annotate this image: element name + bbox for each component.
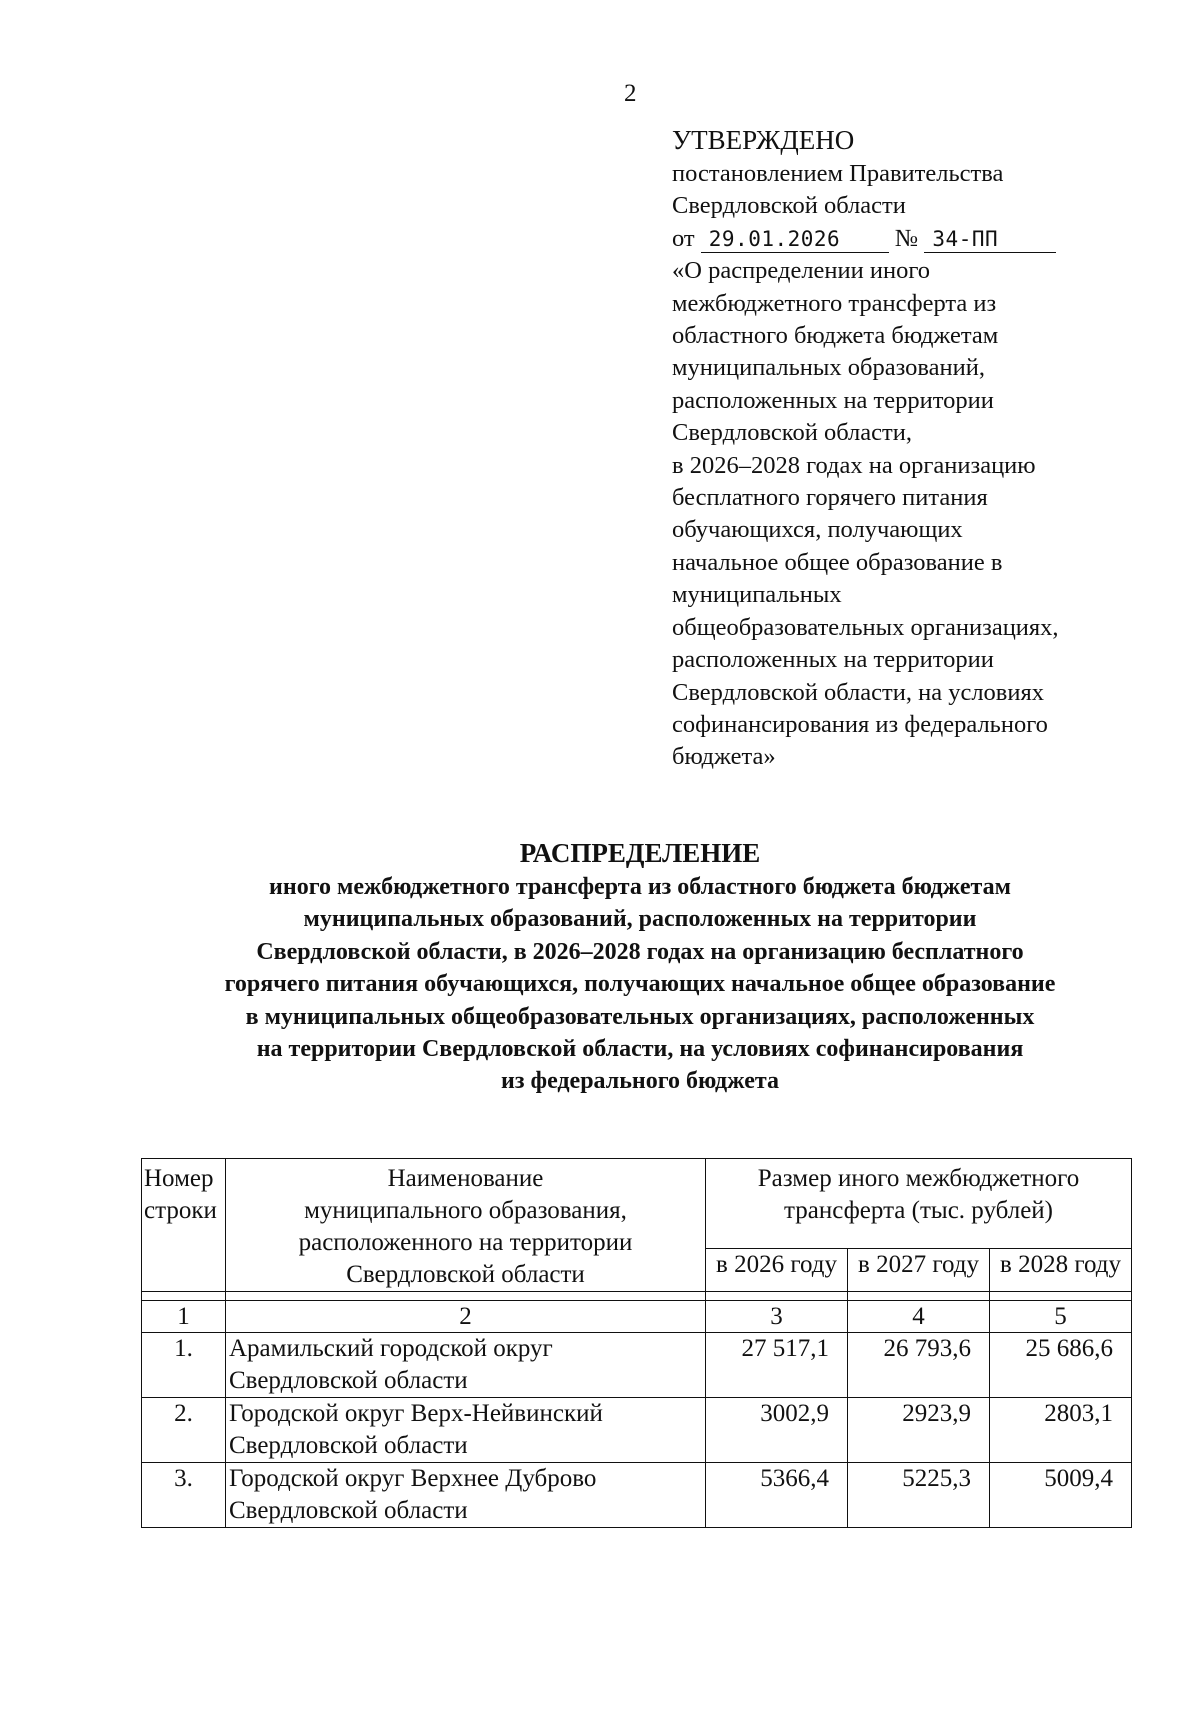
quote-line: муниципальных xyxy=(672,581,842,609)
title-line: на территории Свердловской области, на условиях софинансирования xyxy=(256,1036,1024,1063)
quote-line: бюджета» xyxy=(672,743,776,771)
from-label: от xyxy=(672,224,695,252)
header-transfer-size: Размер иного межбюджетного трансферта (тыс. рублей) xyxy=(706,1159,1132,1249)
document-title xyxy=(140,835,1140,1098)
quote-line: общеобразовательных организациях, xyxy=(672,613,1059,641)
quote-line: областного бюджета бюджетам xyxy=(672,322,999,350)
value-2028: 25 686,6 xyxy=(990,1333,1132,1398)
page-number: 2 xyxy=(624,80,637,107)
column-number: 4 xyxy=(848,1301,990,1333)
quote-line: Свердловской области, на условиях xyxy=(672,678,1045,706)
table-row xyxy=(142,1463,1132,1528)
header-year-2028: в 2028 году xyxy=(990,1248,1132,1291)
approval-line-1: постановлением Правительства xyxy=(672,160,1004,187)
quote-line: софинансирования из федерального xyxy=(672,710,1048,738)
approval-line-2: Свердловской области xyxy=(672,192,906,220)
column-number: 5 xyxy=(990,1301,1132,1333)
decree-date: 29.01.2026 xyxy=(701,226,889,253)
title-line: иного межбюджетного трансферта из областного бюджета бюджетам xyxy=(269,874,1011,900)
value-2028: 5009,4 xyxy=(990,1463,1132,1528)
title-line: в муниципальных общеобразовательных организациях, расположенных xyxy=(245,1003,1035,1030)
quote-line: обучающихся, получающих xyxy=(672,516,963,544)
municipality-name: Арамильский городской округ Свердловской области xyxy=(226,1333,706,1398)
quote-line: расположенных на территории xyxy=(672,646,994,674)
value-2027: 2923,9 xyxy=(848,1398,990,1463)
quote-line: в 2026–2028 годах на организацию xyxy=(672,451,1036,479)
value-2026: 5366,4 xyxy=(706,1463,848,1528)
quote-line: расположенных на территории xyxy=(672,386,994,414)
approval-date-number xyxy=(672,223,1142,255)
row-number: 1. xyxy=(142,1333,226,1398)
quote-line: «О распределении иного xyxy=(672,257,931,285)
value-2027: 26 793,6 xyxy=(848,1333,990,1398)
value-2026: 3002,9 xyxy=(706,1398,848,1463)
quote-line: бесплатного горячего питания xyxy=(672,484,988,512)
column-number: 1 xyxy=(142,1301,226,1333)
header-row-number: Номер строки xyxy=(142,1159,226,1292)
value-2028: 2803,1 xyxy=(990,1398,1132,1463)
title-line: из федерального бюджета xyxy=(501,1068,779,1095)
table-header-row xyxy=(142,1159,1132,1249)
distribution-table xyxy=(141,1158,1131,1528)
row-number: 3. xyxy=(142,1463,226,1528)
quote-line: муниципальных образований, xyxy=(672,354,985,382)
value-2027: 5225,3 xyxy=(848,1463,990,1528)
title-line: горячего питания обучающихся, получающих начальное общее образование xyxy=(224,971,1056,998)
column-numbers-row xyxy=(142,1301,1132,1333)
municipality-name: Городской округ Верх-Нейвинский Свердловской области xyxy=(226,1398,706,1463)
table-separator xyxy=(142,1292,1132,1301)
title-line: Свердловской области, в 2026–2028 годах на организацию бесплатного xyxy=(256,938,1024,965)
column-number: 3 xyxy=(706,1301,848,1333)
value-2026: 27 517,1 xyxy=(706,1333,848,1398)
approved-heading: УТВЕРЖДЕНО xyxy=(672,125,855,155)
number-label: № xyxy=(894,224,919,252)
header-year-2027: в 2027 году xyxy=(848,1248,990,1291)
header-municipality-name: Наименование муниципального образования, расположенного на территории Свердловской области xyxy=(226,1159,706,1292)
quote-line: начальное общее образование в xyxy=(672,548,1003,576)
table-row xyxy=(142,1333,1132,1398)
quote-line: межбюджетного трансферта из xyxy=(672,289,997,317)
approval-block xyxy=(672,122,1142,774)
table-row xyxy=(142,1398,1132,1463)
header-year-2026: в 2026 году xyxy=(706,1248,848,1291)
decree-number: 34-ПП xyxy=(924,226,1056,253)
municipality-name: Городской округ Верхнее Дуброво Свердловской области xyxy=(226,1463,706,1528)
column-number: 2 xyxy=(226,1301,706,1333)
title-main: РАСПРЕДЕЛЕНИЕ xyxy=(519,838,761,868)
title-line: муниципальных образований, расположенных на территории xyxy=(303,906,977,933)
row-number: 2. xyxy=(142,1398,226,1463)
quote-line: Свердловской области, xyxy=(672,419,912,447)
